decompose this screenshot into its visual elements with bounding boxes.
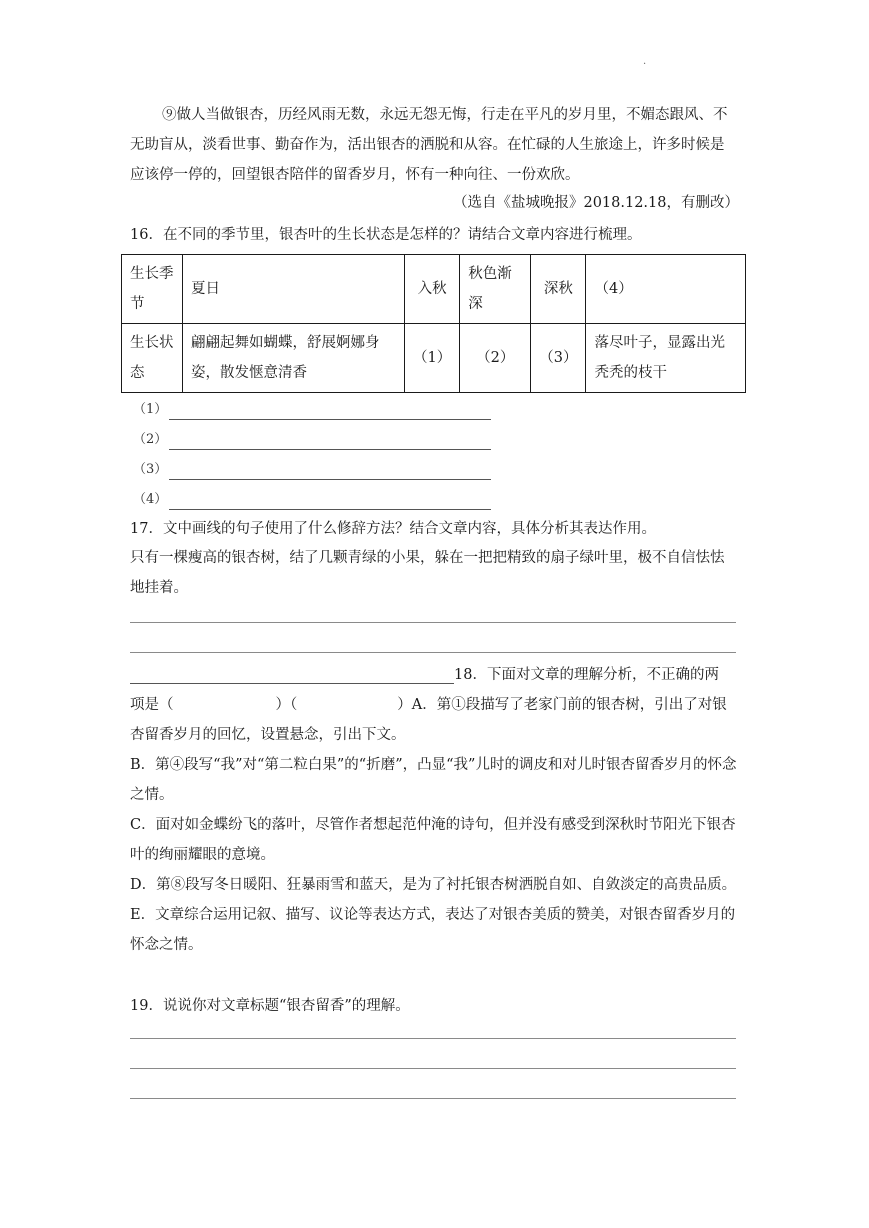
option-d: D．第⑧段写冬日暖阳、狂暴雨雪和蓝天，是为了衬托银杏树洒脱自如、自敛淡定的高贵品质。 <box>130 877 737 893</box>
answer-line-2[interactable] <box>133 430 491 450</box>
option-c: C．面对如金蝶纷飞的落叶，尽管作者想起范仲淹的诗句，但并没有感受到深秋时节阳光下银杏叶的绚丽耀眼的意境。 <box>130 817 736 863</box>
table-cell: 翩翩起舞如蝴蝶，舒展婀娜身姿，散发惬意清香 <box>183 324 405 393</box>
table-cell: 深秋 <box>531 255 586 324</box>
season-table <box>121 254 746 393</box>
answer-label: （2） <box>133 432 168 447</box>
table-row <box>122 255 746 324</box>
option-b: B．第④段写“我”对“第二粒白果”的“折磨”，凸显“我”儿时的调皮和对儿时银杏留香岁月的怀念之情。 <box>130 757 737 803</box>
table-cell: （1） <box>405 324 460 393</box>
answer-label: （1） <box>133 402 168 417</box>
table-cell: 生长状态 <box>122 324 183 393</box>
answer-blank[interactable] <box>169 465 491 480</box>
question-17: 17．文中画线的句子使用了什么修辞方法？结合文章内容，具体分析其表达作用。 <box>130 521 656 537</box>
option-a: A．第①段描写了老家门前的银杏树，引出了对银杏留香岁月的回忆，设置悬念，引出下文。 <box>130 697 727 743</box>
question-19: 19．说说你对文章标题“银杏留香”的理解。 <box>130 998 410 1014</box>
table-cell: 入秋 <box>405 255 460 324</box>
question-18 <box>130 660 738 960</box>
paren-close: ） <box>397 697 412 713</box>
paren-open: 项是（ <box>130 697 174 713</box>
table-row <box>122 324 746 393</box>
answer-line-3[interactable] <box>133 460 491 480</box>
option-e: E．文章综合运用记叙、描写、议论等表达方式，表达了对银杏美质的赞美，对银杏留香岁月的怀念之情。 <box>130 907 736 953</box>
paren-mid: ）（ <box>275 697 298 713</box>
underlined-sentence: 只有一棵瘦高的银杏树，结了几颗青绿的小果，躲在一把把精致的扇子绿叶里，极不自信怯怯地挂着。 <box>130 550 725 596</box>
paragraph-9: ⑨做人当做银杏，历经风雨无数，永远无怨无悔，行走在平凡的岁月里，不媚态跟风、不无助盲从，淡看世事、勤奋作为，活出银杏的洒脱和从容。在忙碌的人生旅途上，许多时候是应该停一停的，回望银杏陪伴的留香岁月，怀有一种向往、一份欢欣。 <box>130 107 728 183</box>
answer-rule[interactable] <box>130 1068 736 1069</box>
answer-blank[interactable] <box>169 435 491 450</box>
answer-line-4[interactable] <box>133 490 491 510</box>
table-cell: 夏日 <box>183 255 405 324</box>
source-citation: （选自《盐城晚报》2018.12.18，有删改） <box>452 195 739 211</box>
answer-rule[interactable] <box>130 1098 736 1099</box>
answer-rule[interactable] <box>130 622 736 623</box>
answer-rule[interactable] <box>130 652 736 653</box>
table-cell: （2） <box>460 324 531 393</box>
table-cell: （3） <box>531 324 586 393</box>
answer-rule[interactable] <box>130 1038 736 1039</box>
answer-blank[interactable] <box>169 495 491 510</box>
answer-label: （3） <box>133 462 168 477</box>
table-cell: 秋色渐深 <box>460 255 531 324</box>
answer-label: （4） <box>133 492 168 507</box>
page-marker: . <box>643 56 647 67</box>
question-16: 16．在不同的季节里，银杏叶的生长状态是怎样的？请结合文章内容进行梳理。 <box>130 227 642 243</box>
answer-line-1[interactable] <box>133 400 491 420</box>
table-cell: 落尽叶子，显露出光秃秃的枝干 <box>586 324 746 393</box>
table-cell: 生长季节 <box>122 255 183 324</box>
answer-blank[interactable] <box>169 405 491 420</box>
question-18-stem: 18．下面对文章的理解分析，不正确的两 <box>454 667 719 683</box>
table-cell: （4） <box>586 255 746 324</box>
question-18-blanks <box>130 690 738 750</box>
